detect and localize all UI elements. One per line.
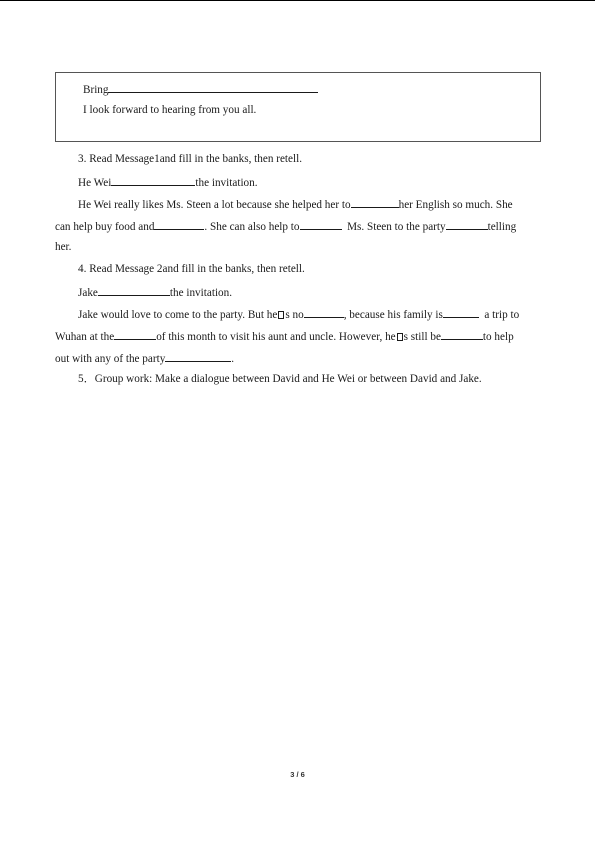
- q4-para-3b: .: [231, 353, 235, 365]
- bring-blank[interactable]: [108, 81, 318, 93]
- q3-blank-4[interactable]: [300, 218, 342, 230]
- header-rule: [0, 0, 595, 1]
- q3-para-2d: telling: [487, 221, 517, 233]
- q3-heading: 3. Read Message1and fill in the banks, then retell.: [78, 153, 303, 165]
- q3-para-1b: her English so much. She: [398, 199, 513, 211]
- q3-line1: [78, 174, 258, 190]
- q4-blank-4[interactable]: [114, 328, 156, 340]
- q3-para-2a: can help buy food and: [55, 221, 155, 233]
- missing-glyph-box-2: [397, 333, 403, 341]
- q4-para-1d: a trip to: [484, 309, 520, 321]
- q3-blank-2[interactable]: [351, 196, 399, 208]
- q4-para-1a: Jake would love to come to the party. But he: [78, 309, 278, 321]
- q3-blank-3[interactable]: [154, 218, 204, 230]
- q4-heading: 4. Read Message 2and fill in the banks, then retell.: [78, 263, 305, 275]
- q4-para-2a: Wuhan at the: [55, 331, 115, 343]
- bring-line: [83, 81, 318, 97]
- q4-para-line1: [78, 306, 519, 322]
- q3-para-line1: [78, 196, 513, 212]
- page-number: 3 / 6: [290, 770, 305, 779]
- q4-para-2d: to help: [482, 331, 514, 343]
- q3-line1-b: the invitation.: [195, 177, 258, 189]
- q4-para-line3: [55, 350, 234, 366]
- q3-blank-5[interactable]: [446, 218, 488, 230]
- q3-para-2c: Ms. Steen to the party: [347, 221, 446, 233]
- missing-glyph-box-1: [278, 311, 284, 319]
- q4-blank-3[interactable]: [443, 306, 479, 318]
- q4-line1: [78, 284, 232, 300]
- q5-text: 5．Group work: Make a dialogue between David and He Wei or between David and Jake.: [78, 373, 482, 385]
- q3-para-line3: her.: [55, 241, 72, 253]
- q4-blank-6[interactable]: [165, 350, 231, 362]
- bring-label: Bring: [83, 84, 109, 96]
- q4-blank-5[interactable]: [441, 328, 483, 340]
- q4-line1-b: the invitation.: [169, 287, 233, 299]
- q4-blank-2[interactable]: [304, 306, 344, 318]
- q3-line1-a: He Wei: [78, 177, 112, 189]
- q3-para-2b: . She can also help to: [204, 221, 300, 233]
- q4-para-1b: s no: [285, 309, 304, 321]
- q4-blank-1[interactable]: [98, 284, 170, 296]
- q3-para-line2: [55, 218, 516, 234]
- q4-para-line2: [55, 328, 514, 344]
- q4-para-2c: s still be: [403, 331, 441, 343]
- q4-line1-a: Jake: [78, 287, 98, 299]
- q3-para-1a: He Wei really likes Ms. Steen a lot because she helped her to: [78, 199, 351, 211]
- q4-para-1c: , because his family is: [343, 309, 443, 321]
- q3-blank-1[interactable]: [111, 174, 195, 186]
- q4-para-3a: out with any of the party: [55, 353, 166, 365]
- closing-line: I look forward to hearing from you all.: [83, 104, 257, 116]
- q4-para-2b: of this month to visit his aunt and uncle. However, he: [156, 331, 396, 343]
